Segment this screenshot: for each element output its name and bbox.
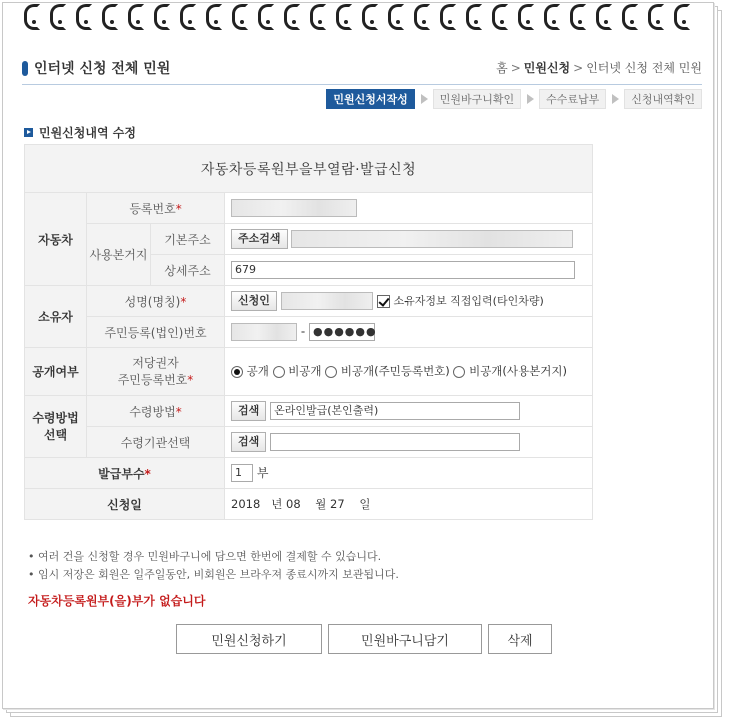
ring-icon bbox=[96, 0, 122, 32]
ring-icon bbox=[564, 0, 590, 32]
ring-icon bbox=[616, 0, 642, 32]
step-arrow-icon bbox=[421, 94, 428, 104]
ring-icon bbox=[278, 0, 304, 32]
ring-icon bbox=[18, 0, 44, 32]
receipt-agency-search-button[interactable]: 검색 bbox=[231, 432, 266, 452]
copies-cell bbox=[225, 458, 593, 489]
ring-icon bbox=[512, 0, 538, 32]
base-addr-cell bbox=[225, 224, 593, 255]
action-buttons bbox=[176, 624, 552, 654]
page-title: 인터넷 신청 전체 민원 bbox=[34, 61, 171, 77]
radio-public-label: 공개 bbox=[246, 364, 269, 378]
detail-addr-cell bbox=[225, 255, 593, 286]
apply-date-label: 신청일 bbox=[25, 489, 225, 520]
notice-item: • 여러 건을 신청할 경우 민원바구니에 담으면 한번에 결제할 수 있습니다. bbox=[28, 550, 382, 563]
apply-date-value: 2018 년 08 월 27 일 bbox=[225, 489, 593, 520]
reg-no-cell bbox=[225, 193, 593, 224]
base-addr-input[interactable] bbox=[291, 230, 573, 248]
ring-icon bbox=[200, 0, 226, 32]
ring-icon bbox=[460, 0, 486, 32]
receipt-agency-cell bbox=[225, 427, 593, 458]
ring-icon bbox=[44, 0, 70, 32]
ring-icon bbox=[252, 0, 278, 32]
radio-private-location[interactable] bbox=[453, 366, 465, 378]
copies-input[interactable]: 1 bbox=[231, 464, 253, 482]
receipt-agency-input[interactable] bbox=[270, 433, 520, 451]
delete-button[interactable]: 삭제 bbox=[488, 624, 552, 654]
ring-icon bbox=[642, 0, 668, 32]
owner-id-label: 주민등록(법인)번호 bbox=[87, 317, 225, 348]
breadcrumb-separator: > bbox=[573, 61, 584, 75]
add-to-basket-button[interactable]: 민원바구니담기 bbox=[328, 624, 482, 654]
ring-icon bbox=[538, 0, 564, 32]
vehicle-group-header: 자동차 bbox=[25, 193, 87, 286]
owner-group-header: 소유자 bbox=[25, 286, 87, 348]
disclosure-options bbox=[225, 348, 593, 396]
ring-icon bbox=[70, 0, 96, 32]
reg-no-input[interactable] bbox=[231, 199, 357, 217]
page-header bbox=[22, 58, 702, 82]
ring-icon bbox=[382, 0, 408, 32]
disclosure-group-header: 공개여부 bbox=[25, 348, 87, 396]
ring-icon bbox=[330, 0, 356, 32]
reg-no-label: 등록번호* bbox=[87, 193, 225, 224]
ring-icon bbox=[174, 0, 200, 32]
copies-label: 발급부수* bbox=[25, 458, 225, 489]
notice-item: • 임시 저장은 회원은 일주일동안, 비회원은 브라우져 종료시까지 보관됩니다. bbox=[28, 568, 399, 581]
direct-input-label: 소유자정보 직접입력(타인차량) bbox=[393, 294, 544, 308]
applicant-button[interactable]: 신청인 bbox=[231, 291, 277, 311]
receipt-method-label: 수령방법* bbox=[87, 396, 225, 427]
spiral-binding bbox=[18, 0, 718, 32]
radio-private-label: 비공개 bbox=[288, 364, 322, 378]
id-dash: - bbox=[300, 324, 306, 339]
radio-public[interactable] bbox=[231, 366, 243, 378]
owner-name-input[interactable] bbox=[281, 292, 373, 310]
ring-icon bbox=[304, 0, 330, 32]
step-history-check: 신청내역확인 bbox=[624, 89, 702, 109]
location-label: 사용본거지 bbox=[87, 224, 151, 286]
warning-message: 자동차등록원부(을)부가 없습니다 bbox=[28, 594, 206, 608]
ring-icon bbox=[408, 0, 434, 32]
ring-icon bbox=[148, 0, 174, 32]
step-write-application: 민원신청서작성 bbox=[326, 89, 414, 109]
step-fee-payment: 수수료납부 bbox=[539, 89, 606, 109]
breadcrumb-separator: > bbox=[510, 61, 521, 75]
owner-name-cell bbox=[225, 286, 593, 317]
radio-private-location-label: 비공개(사용본거지) bbox=[469, 364, 567, 378]
owner-id-back-input[interactable]: ●●●●●● bbox=[309, 323, 375, 341]
step-basket-check: 민원바구니확인 bbox=[433, 89, 521, 109]
radio-private-id[interactable] bbox=[325, 366, 337, 378]
step-arrow-icon bbox=[612, 94, 619, 104]
ring-icon bbox=[668, 0, 694, 32]
ring-icon bbox=[590, 0, 616, 32]
receipt-method-cell bbox=[225, 396, 593, 427]
header-divider bbox=[22, 84, 702, 85]
breadcrumb bbox=[496, 59, 702, 76]
receipt-agency-label: 수령기관선택 bbox=[87, 427, 225, 458]
form-caption: 자동차등록원부을부열람·발급신청 bbox=[25, 145, 593, 193]
step-arrow-icon bbox=[527, 94, 534, 104]
breadcrumb-home[interactable]: 홈 bbox=[496, 61, 508, 75]
notice-list bbox=[28, 548, 399, 584]
direct-input-checkbox[interactable] bbox=[377, 295, 390, 308]
copies-unit: 부 bbox=[256, 465, 269, 480]
breadcrumb-current: 인터넷 신청 전체 민원 bbox=[586, 61, 702, 75]
section-bullet-icon bbox=[24, 128, 33, 137]
owner-name-label: 성명(명칭)* bbox=[87, 286, 225, 317]
ring-icon bbox=[434, 0, 460, 32]
ring-icon bbox=[356, 0, 382, 32]
detail-addr-label: 상세주소 bbox=[151, 255, 225, 286]
radio-private[interactable] bbox=[273, 366, 285, 378]
section-title: 민원신청내역 수정 bbox=[39, 126, 136, 140]
radio-private-id-label: 비공개(주민등록번호) bbox=[340, 364, 450, 378]
detail-addr-input[interactable]: 679 bbox=[231, 261, 575, 279]
address-search-button[interactable]: 주소검색 bbox=[231, 229, 288, 249]
application-form bbox=[24, 144, 593, 520]
ring-icon bbox=[226, 0, 252, 32]
receipt-group-header: 수령방법 선택 bbox=[25, 396, 87, 458]
submit-application-button[interactable]: 민원신청하기 bbox=[176, 624, 322, 654]
ring-icon bbox=[486, 0, 512, 32]
ring-icon bbox=[122, 0, 148, 32]
owner-id-cell bbox=[225, 317, 593, 348]
receipt-method-search-button[interactable]: 검색 bbox=[231, 401, 266, 421]
mortgagee-id-label: 저당권자 주민등록번호* bbox=[87, 348, 225, 396]
title-marker-icon bbox=[22, 61, 28, 76]
breadcrumb-civil-apply[interactable]: 민원신청 bbox=[523, 61, 571, 75]
progress-steps bbox=[326, 90, 702, 108]
section-heading bbox=[24, 124, 136, 141]
base-addr-label: 기본주소 bbox=[151, 224, 225, 255]
owner-id-front-input[interactable] bbox=[231, 323, 297, 341]
receipt-method-input[interactable]: 온라인발급(본인출력) bbox=[270, 402, 520, 420]
